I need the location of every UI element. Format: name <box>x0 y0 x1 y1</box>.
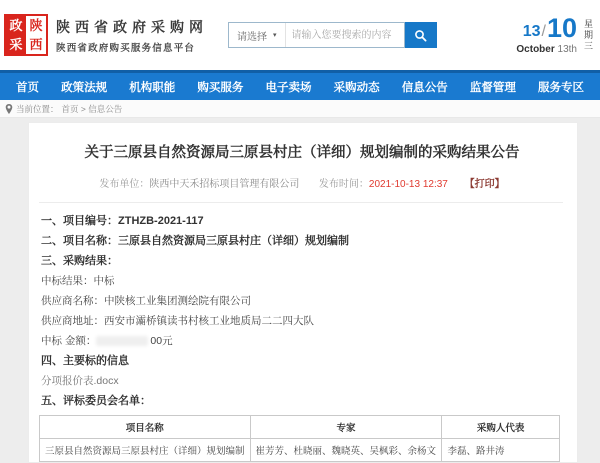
logo-char-tl: 政 <box>6 16 26 35</box>
publish-time-value: 2021-10-13 12:37 <box>368 179 448 190</box>
date-day: 13 <box>522 23 541 40</box>
publish-time-label: 发布时间： <box>318 179 369 190</box>
section-project-number <box>39 215 565 228</box>
date-separator: / <box>541 23 546 40</box>
date-main <box>516 15 577 55</box>
section-project-name <box>39 235 565 248</box>
logo-char-bl: 采 <box>6 35 26 54</box>
nav-item-supervision[interactable]: 监督管理 <box>469 81 516 94</box>
site-title: 陕西省政府采购网 <box>56 18 208 35</box>
redacted-amount <box>96 336 148 346</box>
date-month: 10 <box>546 13 577 43</box>
supplier-name-label: 供应商名称： <box>41 295 104 307</box>
bid-result-value: 中标 <box>93 275 115 287</box>
project-number-label: 一、项目编号： <box>41 215 118 227</box>
date-english-month: October <box>516 44 555 55</box>
cell-experts: 崔芳芳、杜晓丽、魏晓英、吴枫彩、余杨文 <box>250 439 442 462</box>
logo-char-br: 西 <box>26 35 46 54</box>
project-name-label: 二、项目名称： <box>41 235 118 247</box>
article-card <box>28 122 578 463</box>
nav-item-purchase[interactable]: 购买服务 <box>197 81 244 94</box>
supplier-address-value: 西安市灞桥镇读书村核工业地质局二二四大队 <box>104 315 314 327</box>
search-box <box>228 22 405 48</box>
brand-block <box>56 17 208 54</box>
supplier-name-value: 中陕核工业集团测绘院有限公司 <box>104 295 251 307</box>
section-subject-info: 四、主要标的信息 <box>41 355 129 367</box>
divider <box>39 202 563 203</box>
publisher-value: 陕西中天禾招标项目管理有限公司 <box>149 179 300 190</box>
section-committee: 五、评标委员会名单： <box>41 395 151 407</box>
site-logo <box>4 14 48 56</box>
cell-project-name: 三原县自然资源局三原县村庄（详细）规划编制 <box>40 439 251 462</box>
nav-item-emall[interactable]: 电子卖场 <box>265 81 312 94</box>
breadcrumb-path[interactable]: 首页 > 信息公告 <box>61 103 123 114</box>
nav-item-announcements[interactable]: 信息公告 <box>401 81 448 94</box>
bid-amount-label: 中标 金额： <box>41 335 97 347</box>
main-nav <box>0 70 600 100</box>
search-button[interactable] <box>405 22 437 48</box>
print-button[interactable]: 【打印】 <box>464 179 505 190</box>
supplier-name-line <box>39 295 565 308</box>
date-english-day: 13th <box>557 44 577 55</box>
bid-amount-line <box>39 335 565 348</box>
nav-item-home[interactable]: 首页 <box>16 81 39 94</box>
bid-result-line <box>39 275 565 288</box>
logo-char-tr: 陕 <box>26 16 46 35</box>
col-experts: 专家 <box>250 416 442 439</box>
search-icon <box>414 29 427 42</box>
search-bar <box>228 22 437 48</box>
attachment-line <box>39 375 565 388</box>
cell-purchaser-rep: 李磊、路井涛 <box>442 439 559 462</box>
nav-item-functions[interactable]: 机构职能 <box>129 81 176 94</box>
table-header-row <box>40 416 560 439</box>
col-project-name: 项目名称 <box>40 416 251 439</box>
supplier-address-label: 供应商地址： <box>41 315 104 327</box>
nav-item-policies[interactable]: 政策法规 <box>61 81 108 94</box>
breadcrumb <box>0 100 600 118</box>
search-category-label: 请选择 <box>237 31 267 43</box>
chevron-down-icon: ▾ <box>273 32 277 39</box>
search-category-select[interactable] <box>229 23 286 47</box>
section-procurement-result: 三、采购结果： <box>41 255 118 267</box>
article-title: 关于三原县自然资源局三原县村庄（详细）规划编制的采购结果公告 <box>84 145 520 161</box>
site-subtitle: 陕西省政府购买服务信息平台 <box>56 42 196 54</box>
location-pin-icon <box>5 104 13 114</box>
project-name-value: 三原县自然资源局三原县村庄（详细）规划编制 <box>118 235 349 247</box>
publisher-label: 发布单位： <box>99 179 150 190</box>
date-block <box>516 15 594 55</box>
article-meta <box>39 175 565 190</box>
bid-result-label: 中标结果： <box>41 275 94 287</box>
bid-amount-suffix: 00元 <box>150 335 173 347</box>
col-purchaser-rep: 采购人代表 <box>442 416 559 439</box>
content-area <box>0 118 600 463</box>
project-number-value: ZTHZB-2021-117 <box>118 215 204 227</box>
breadcrumb-label: 当前位置： <box>16 103 59 114</box>
search-input[interactable] <box>286 23 404 47</box>
table-row <box>40 439 560 462</box>
supplier-address-line <box>39 315 565 328</box>
site-header <box>0 0 600 70</box>
committee-table <box>39 415 560 462</box>
weekday-label: 星期三 <box>583 18 593 52</box>
nav-item-service-zone[interactable]: 服务专区 <box>538 81 584 94</box>
attachment-link[interactable]: 分项报价表.docx <box>41 375 119 387</box>
nav-item-dynamics[interactable]: 采购动态 <box>333 81 380 94</box>
